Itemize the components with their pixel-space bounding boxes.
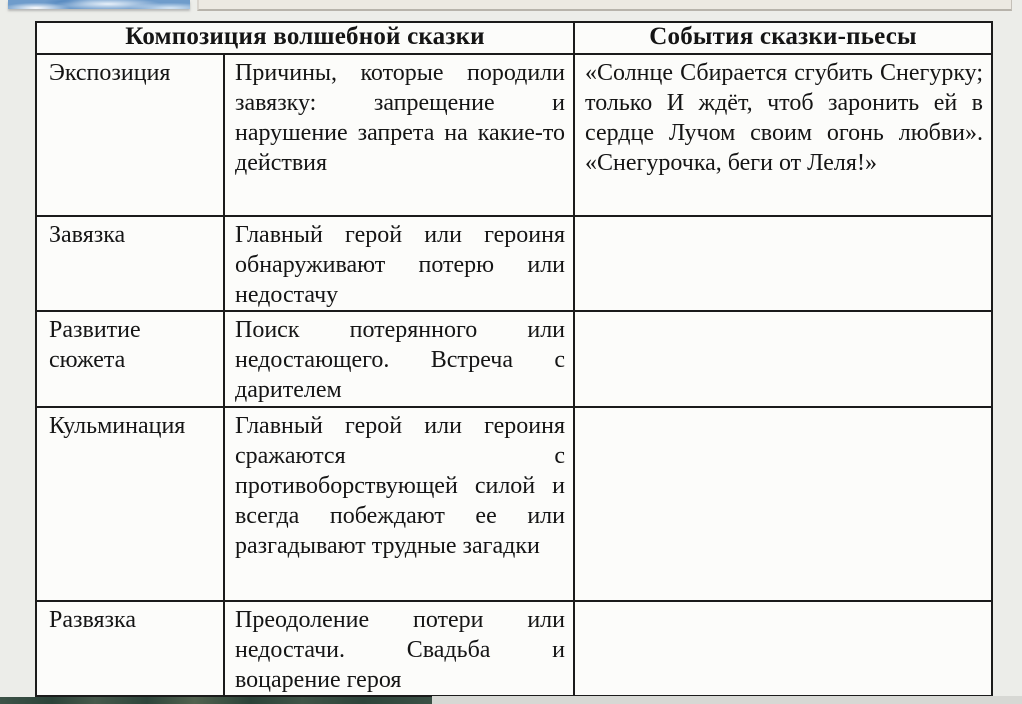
events-cell [574, 407, 992, 601]
table-row [36, 311, 992, 407]
table-header-row [36, 22, 992, 54]
events-cell [574, 311, 992, 407]
top-panel-strip [197, 0, 1012, 11]
stage-cell: Развитие сюжета [36, 311, 224, 407]
stage-cell: Кульминация [36, 407, 224, 601]
stage-cell: Завязка [36, 216, 224, 311]
dark-teal-photo [0, 697, 432, 704]
table-row [36, 601, 992, 696]
events-cell [574, 601, 992, 696]
description-cell: Преодоление потери или недостачи. Свадьба и воцарение героя [224, 601, 574, 696]
events-cell: «Солнце Сбирается сгубить Снегурку; только И ждёт, чтоб заронить ей в сердце Лучом своим огонь любви». «Снегурочка, беги от Леля!» [574, 54, 992, 216]
fairy-tale-composition-table [35, 21, 993, 697]
header-composition: Композиция волшебной сказки [36, 22, 574, 54]
header-events: События сказки-пьесы [574, 22, 992, 54]
sky-clouds-photo [8, 0, 190, 9]
table-row [36, 407, 992, 601]
table-row [36, 54, 992, 216]
events-cell [574, 216, 992, 311]
stage-cell: Развязка [36, 601, 224, 696]
table-row [36, 216, 992, 311]
bottom-panel-strip [432, 696, 1022, 704]
description-cell: Поиск потерянного или недостающего. Встреча с дарителем [224, 311, 574, 407]
description-cell: Главный герой или героиня сражаются с противоборствующей силой и всегда побеждают ее или разгадывают трудные загадки [224, 407, 574, 601]
description-cell: Главный герой или героиня обнаруживают потерю или недостачу [224, 216, 574, 311]
stage-cell: Экспозиция [36, 54, 224, 216]
description-cell: Причины, которые породили завязку: запрещение и нарушение запрета на какие-то действия [224, 54, 574, 216]
